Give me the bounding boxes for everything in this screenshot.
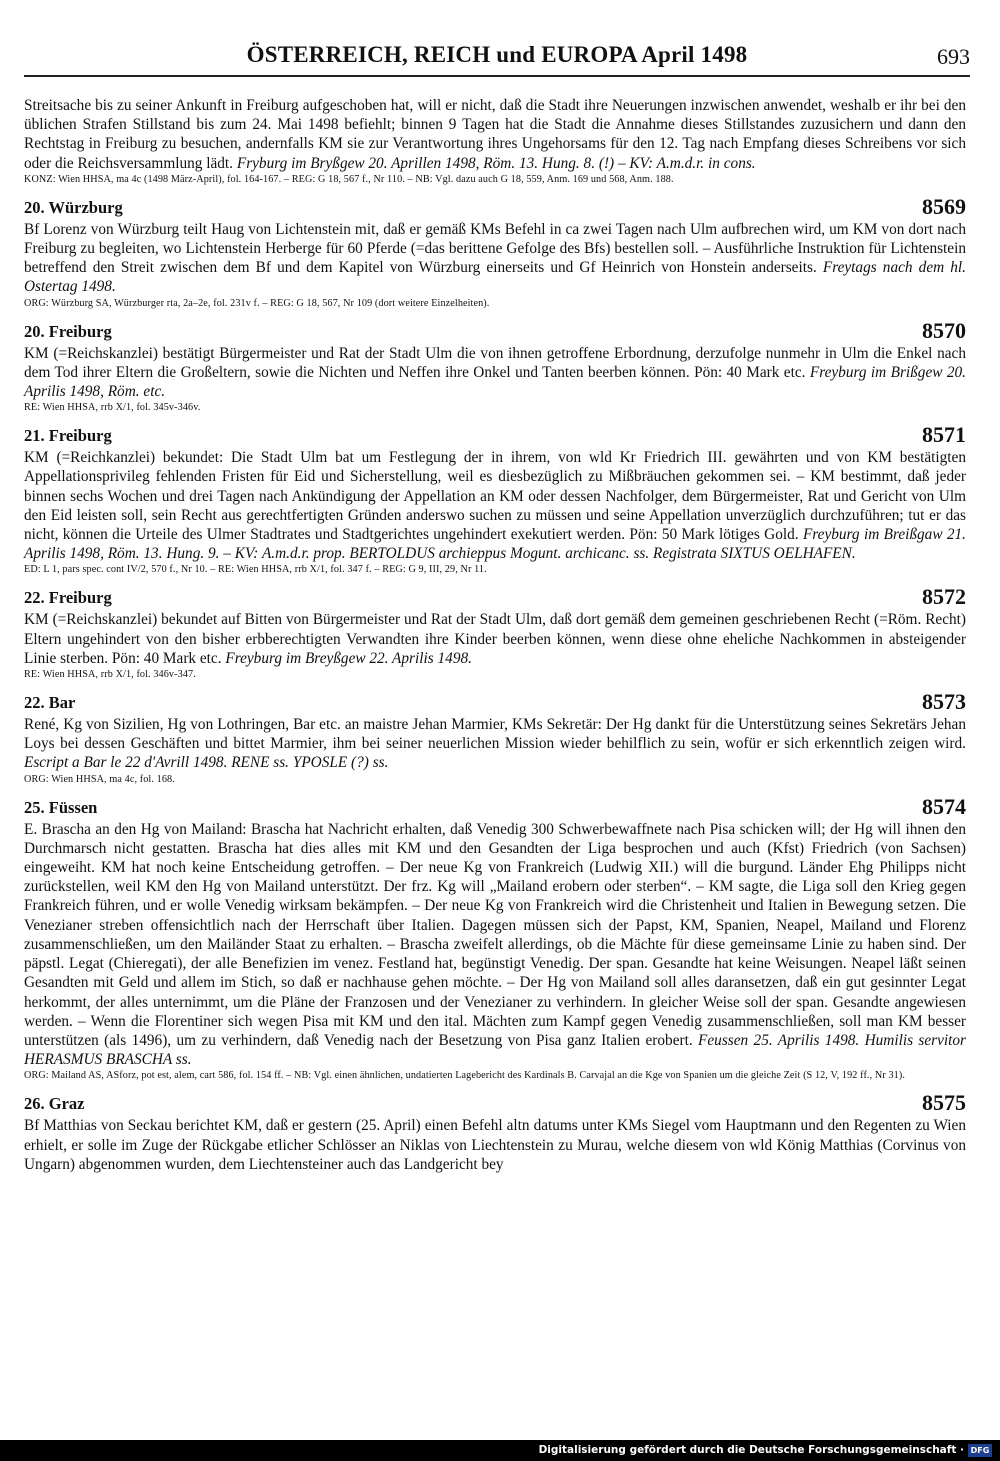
entry-body: René, Kg von Sizilien, Hg von Lothringen, Bar etc. an maistre Jehan Marmier, KMs Sekretär: Der Hg dankt für die Unterstützung seines Sekretärs Jehan Loys bei dessen Geschäften und bittet Marmier, ihm bei seiner neuerlichen Mission wieder behilflich zu sein, wofür er sich erkenntlich zeigen wird. xyxy=(24,716,966,753)
intro-continuation xyxy=(24,96,966,187)
entry-heading xyxy=(24,424,966,448)
entry-dating: Escript a Bar le 22 d'Avrill 1498. RENE ss. YPOSLE (?) ss. xyxy=(24,754,389,772)
dfg-logo-icon: DFG xyxy=(968,1444,992,1457)
entry-source: ORG: Würzburg SA, Würzburger rta, 2a–2e, fol. 231v f. – REG: G 18, 567, Nr 109 (dort weitere Einzelheiten). xyxy=(24,297,490,309)
entry-dating: Freyburg im Brißgew 20. Aprilis 1498, Röm. etc. xyxy=(24,363,966,401)
footer-bar xyxy=(0,1440,1000,1461)
entry-heading xyxy=(24,793,966,820)
entry-heading xyxy=(24,317,966,344)
entry-8574 xyxy=(24,793,966,1084)
intro-text xyxy=(24,96,966,173)
entry-text xyxy=(24,715,966,773)
intro-dating: Fryburg im Bryßgew 20. Aprillen 1498, Röm. 13. Hung. 8. (!) – KV: A.m.d.r. in cons. xyxy=(236,154,756,172)
entry-heading xyxy=(24,1092,966,1116)
entry-8569 xyxy=(24,193,967,311)
entry-heading xyxy=(24,586,966,610)
entry-8570 xyxy=(24,317,966,416)
entry-date-place: 25. Füssen xyxy=(24,797,98,817)
footer-credit: Digitalisierung gefördert durch die Deutsche Forschungsgemeinschaft · xyxy=(538,1444,964,1456)
entry-number: 8571 xyxy=(922,422,966,448)
entry-number: 8575 xyxy=(922,1090,966,1116)
entry-text xyxy=(24,1116,966,1174)
page-header xyxy=(24,40,970,80)
entry-dating: Feussen 25. Aprilis 1498. Humilis servitor HERASMUS BRASCHA ss. xyxy=(24,1031,966,1069)
intro-source: KONZ: Wien HHSA, ma 4c (1498 März-April), fol. 164-167. – REG: G 18, 567 f., Nr 110. – NB: Vgl. dazu auch G 18, 559, Anm. 169 und 568, Anm. 188. xyxy=(24,173,674,185)
intro-body: Streitsache bis zu seiner Ankunft in Freiburg aufgeschoben hat, will er nicht, daß die Stadt ihre Neuerungen inzwischen anwendet, weshalb er ihr bei den üblichen Strafen Stillstand bis zum 24. Mai 1498 befiehlt; binnen 9 Tagen hat die Stadt die Annahme dieses Stillstandes zuzusichern und dann den Rechtstag in Freiburg zu besuchen, andernfalls KM sie zur Verantwortung ihres Ungehorsams für den 12. Tag nach Empfang dieses Schreibens vor sich oder die Reichsversammlung lädt. xyxy=(24,97,966,172)
entry-8572 xyxy=(24,586,966,682)
entry-date-place: 26. Graz xyxy=(24,1094,85,1114)
entry-body: E. Brascha an den Hg von Mailand: Brascha hat Nachricht erhalten, daß Venedig 300 Schwerbewaffnete nach Pisa schicken will; der Hg will ihnen den Durchmarsch nicht gestatten. Brascha hat dies alles mit KM und den Gesandten der Liga besprochen und auch (Kfst) Friedrich (von Sachsen) eingeweiht. KM hat noch keine Entscheidung getroffen. – Der neue Kg von Frankreich (Ludwig XII.) will die burgund. Länder Ehg Philipps nicht zurückstellen, weil KM den Hg von Mailand unterstützt. Der frz. Kg will „Mailand erobern oder sterben“. – KM sagte, die Liga soll den Krieg gegen Frankreich führen, und er wolle Venedig wirksam bekämpfen. – Der neue Kg von Frankreich wird die Christenheit und Italien in Bewegung setzen. Die Venezianer streben offensichtlich nach der Herrschaft über Italien. Dagegen müssen sich der Papst, KM, Spanien, Neapel, Mailand und Florenz zusammenschließen, um den Mailänder Staat zu erhalten. – Brascha zweifelt allerdings, ob die Mächte für diese gemeinsame Linie zu haben sind. Der päpstl. Legat (Chieregati), der alle Benefizien im venez. Festland hat, begünstigt Venedig. Der span. Gesandte hat keine Weisungen. Neapel läßt seinen Gesandten mit Geld und allem im Stich, so daß er nachhause gehen möchte. – Der Hg von Mailand soll alles daransetzen, daß ein gut gesinnter Legat herkommt, der alles unternimmt, um die Pläne der Franzosen und der Venezianer zu verhindern. In gleicher Weise soll der span. Gesandte angewiesen werden. – Wenn die Florentiner sich wegen Pisa mit KM und den ital. Mächten zum Kampf gegen Venedig zusammenschließen, soll man KM besser unterstützen (als 1496), um zu verhindern, daß Venedig nach der Besetzung von Pisa ganz Italien erobert. xyxy=(24,820,966,1049)
entry-number: 8572 xyxy=(922,584,966,610)
entry-number: 8573 xyxy=(922,689,966,715)
entry-body: Bf Lorenz von Würzburg teilt Haug von Lichtenstein mit, daß er gemäß KMs Befehl in ca zwei Tagen nach Ulm aufbrechen wird, um KM von dort nach Freiburg zu begleiten, wo Lichtenstein Herberge für 60 Pferde (=das berittene Gefolge des Bfs) bestellen soll. – Ausführliche Instruktion für Lichtenstein betreffend den Streit zwischen dem Bf und dem Kapitel von Würzburg einerseits und Gf Heinrich von Honstein anderseits. xyxy=(24,220,966,277)
entry-date-place: 22. Bar xyxy=(24,693,76,713)
entry-text xyxy=(24,820,966,1070)
entry-8573 xyxy=(24,691,966,787)
entry-8571 xyxy=(24,424,966,577)
entry-date-place: 21. Freiburg xyxy=(24,426,112,446)
entry-source: ORG: Wien HHSA, ma 4c, fol. 168. xyxy=(24,773,175,785)
entry-number: 8569 xyxy=(922,193,966,219)
entry-date-place: 20. Freiburg xyxy=(24,321,112,341)
entry-text xyxy=(24,344,966,402)
entry-number: 8574 xyxy=(922,793,966,819)
entry-dating: Freyburg im Breyßgew 22. Aprilis 1498. xyxy=(225,649,472,667)
entry-source: ORG: Mailand AS, ASforz, pot est, alem, cart 586, fol. 154 ff. – NB: Vgl. einen ähnlichen, undatierten Lagebericht des Kardinals B. Carvajal an die Kge von Spanien um die gleiche Zeit (S 12, V, 192 ff., Nr 31). xyxy=(24,1070,905,1082)
header-rule xyxy=(24,75,970,77)
entry-text xyxy=(24,610,966,668)
entry-heading xyxy=(24,193,966,220)
running-title: ÖSTERREICH, REICH und EUROPA April 1498 xyxy=(246,42,748,67)
entry-date-place: 20. Würzburg xyxy=(24,197,123,217)
page-content xyxy=(24,96,966,1174)
entry-text xyxy=(24,220,966,297)
entry-8575 xyxy=(24,1092,966,1174)
entry-body: Bf Matthias von Seckau berichtet KM, daß er gestern (25. April) einen Befehl altn datums unter KMs Siegel vom Hauptmann und den Regenten zu Wien erhielt, er solle im Zuge der Rückgabe etlicher Schlösser an Niklas von Liechtenstein zu Murau, welche diesem von wld König Matthias (Corvinus von Ungarn) abgenommen wurden, dem Liechtensteiner auch das Landgericht bey xyxy=(24,1117,966,1173)
entry-number: 8570 xyxy=(922,317,966,343)
entry-dating: Freytags nach dem hl. Ostertag 1498. xyxy=(24,259,967,296)
entry-body: KM (=Reichskanzlei) bekundet auf Bitten von Bürgermeister und Rat der Stadt Ulm, daß dort gemäß dem gemeinen geschriebenen Recht (=Röm. Recht) Eltern ungehindert von den bisher erbberechtigten Verwandten ihre Kinder beerben können, wenn diese ohne eheliche Nachkommen in absteigender Linie sterben. Pön: 40 Mark etc. xyxy=(24,611,966,667)
entry-date-place: 22. Freiburg xyxy=(24,588,112,608)
entry-dating: Freyburg im Breißgaw 21. Aprilis 1498, Röm. 13. Hung. 9. – KV: A.m.d.r. prop. BERTOLDUS archieppus Mogunt. archicanc. ss. Registrata SIXTUS OELHAFEN. xyxy=(24,526,967,563)
entry-body: KM (=Reichskanzlei) bestätigt Bürgermeister und Rat der Stadt Ulm die von ihnen getroffene Erbordnung, derzufolge nunmehr in Ulm die Enkel nach dem Tod ihrer Eltern die Großeltern, sowie die Nichten und Neffen ihre Onkel und Tanten beerben können. Pön: 40 Mark etc. xyxy=(24,344,966,381)
entry-source: RE: Wien HHSA, rrb X/1, fol. 346v-347. xyxy=(24,669,196,681)
entry-source: ED: L 1, pars spec. cont IV/2, 570 f., Nr 10. – RE: Wien HHSA, rrb X/1, fol. 347 f. – REG: G 9, III, 29, Nr 11. xyxy=(24,564,487,576)
entry-text xyxy=(24,448,966,563)
entry-body: KM (=Reichkanzlei) bekundet: Die Stadt Ulm bat um Festlegung der in ihrem, von wld Kr Friedrich III. gewährten und von KM bestätigten Appellationsprivileg fehlenden Fristen für Eid und Sicherstellung, weil es diesbezüglich zu Mißbräuchen gekommen sei. – KM bestimmt, daß jeder binnen sechs Wochen und drei Tagen nach Ankündigung der Appellation an KM oder dessen Nachfolger, dem Bürgermeister, Rat und Gericht von Ulm den Eid leisten soll, sein Recht aus gerechtfertigten Gründen anderswo suchen zu müssen und seine Appellation unverzüglich durchzuführen; tut er das nicht, können die Urteile des Ulmer Stadtrates und Stadtgerichtes ungehindert exekutiert werden. Pön: 50 Mark lötiges Gold. xyxy=(24,449,966,544)
entry-source: RE: Wien HHSA, rrb X/1, fol. 345v-346v. xyxy=(24,402,201,414)
page-number: 693 xyxy=(937,44,970,69)
entry-heading xyxy=(24,691,966,715)
